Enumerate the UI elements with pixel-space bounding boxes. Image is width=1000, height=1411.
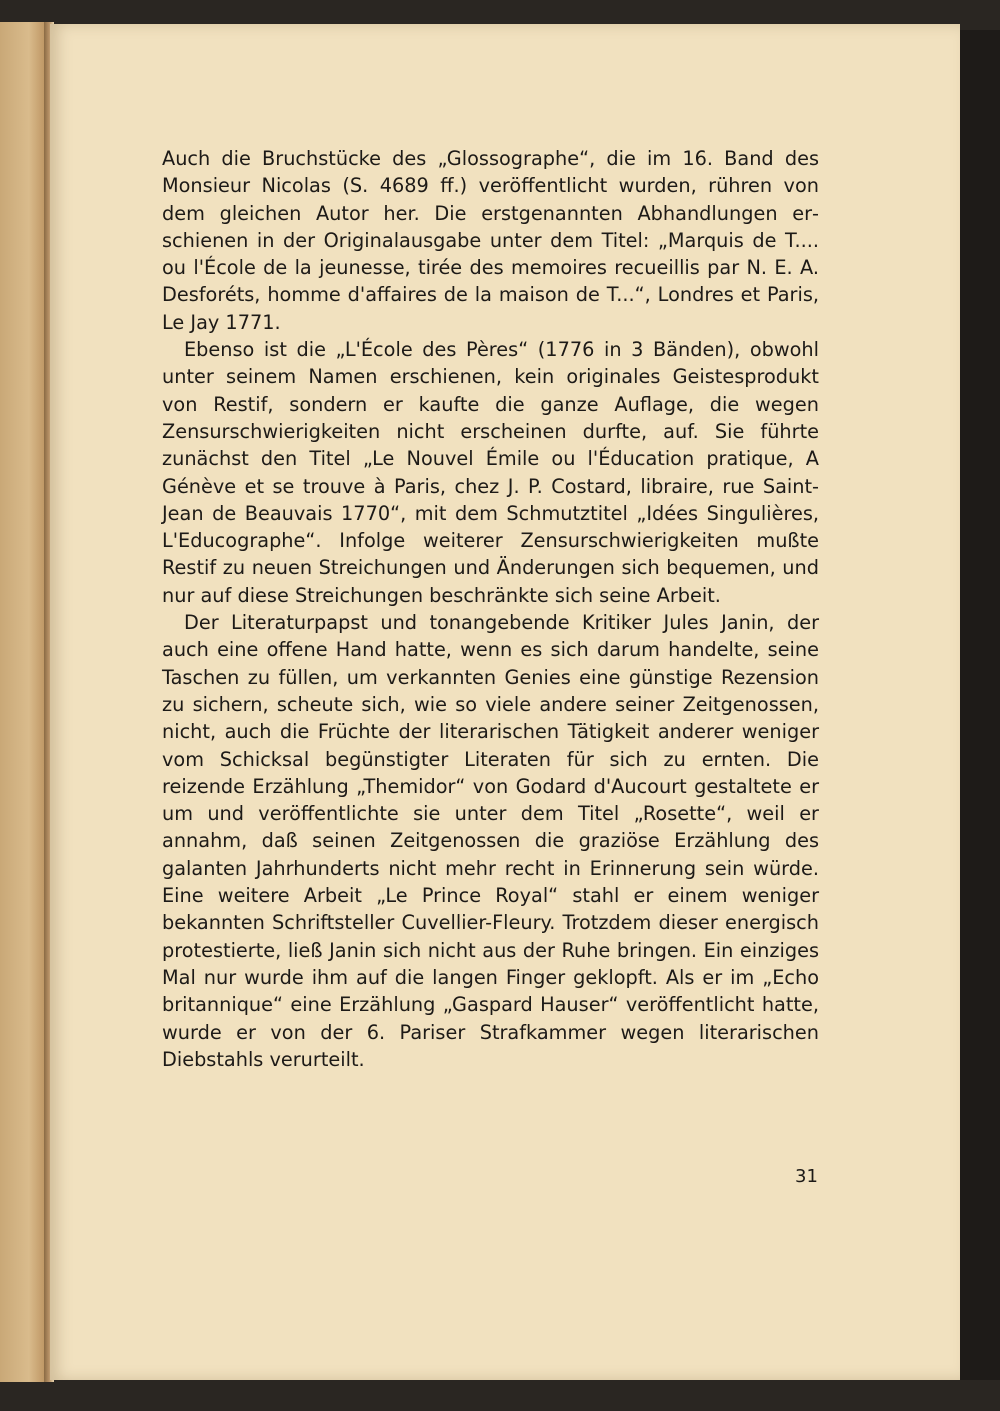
body-text (162, 145, 819, 1073)
page-number: 31 (795, 1166, 818, 1187)
paragraph: Der Literaturpapst und tonangebende Kritiker Jules Janin, der auch eine offene Hand hatte, wenn es sich darum handelte, seine Taschen zu füllen, um verkannten Genies eine günstige Rezension zu sichern, scheute sich, wie so viele andere seiner Zeitgenossen, nicht, auch die Früchte der literarischen Tätigkeit anderer weniger vom Schicksal begünstigter Literaten für sich zu ernten. Die reizende Erzählung „Themidor“ von Godard d'Aucourt gestaltete er um und veröffentlichte sie unter dem Titel „Rosette“, weil er annahm, daß seinen Zeitgenossen die graziöse Erzählung des galanten Jahrhunderts nicht mehr recht in Erinnerung sein würde. Eine weitere Arbeit „Le Prince Royal“ stahl er einem weniger bekannten Schriftsteller Cuvellier-Fleury. Trotzdem dieser energisch protestierte, ließ Janin sich nicht aus der Ruhe bringen. Ein einziges Mal nur wurde ihm auf die langen Finger geklopft. Als er im „Echo britannique“ eine Erzählung „Gaspard Hauser“ veröffentlicht hatte, wurde er von der 6. Pariser Strafkammer wegen literarischen Diebstahls verurteilt. (162, 611, 819, 1071)
background-edge (960, 30, 1000, 1380)
paragraph: Auch die Bruchstücke des „Glossographe“, die im 16. Band des Monsieur Nicolas (S. 4689 ff.) veröffentlicht wurden, rühren von dem gleichen Autor her. Die erstgenannten Abhandlungen erschienen in der Originalausgabe unter dem Titel: „Marquis de T.... ou l'École de la jeunesse, tirée des memoires recueillis par N. E. A. Desforéts, homme d'affaires de la maison de T...“, Londres et Paris, Le Jay 1771. (162, 147, 819, 334)
left-page-edge (0, 22, 48, 1382)
paragraph: Ebenso ist die „L'École des Pères“ (1776 in 3 Bänden), obwohl unter seinem Namen erschienen, kein originales Geistesprodukt von Restif, sondern er kaufte die ganze Auflage, die wegen Zensurschwierigkeiten nicht erscheinen durfte, auf. Sie führte zunächst den Titel „Le Nouvel Émile ou l'Éducation pratique, A Génève et se trouve à Paris, chez J. P. Costard, libraire, rue Saint-Jean de Beauvais 1770“, mit dem Schmutztitel „Idées Singulières, L'Educographe“. Infolge weiterer Zensurschwierigkeiten mußte Restif zu neuen Streichungen und Änderungen sich bequemen, und nur auf diese Streichungen beschränkte sich seine Arbeit. (162, 338, 819, 607)
